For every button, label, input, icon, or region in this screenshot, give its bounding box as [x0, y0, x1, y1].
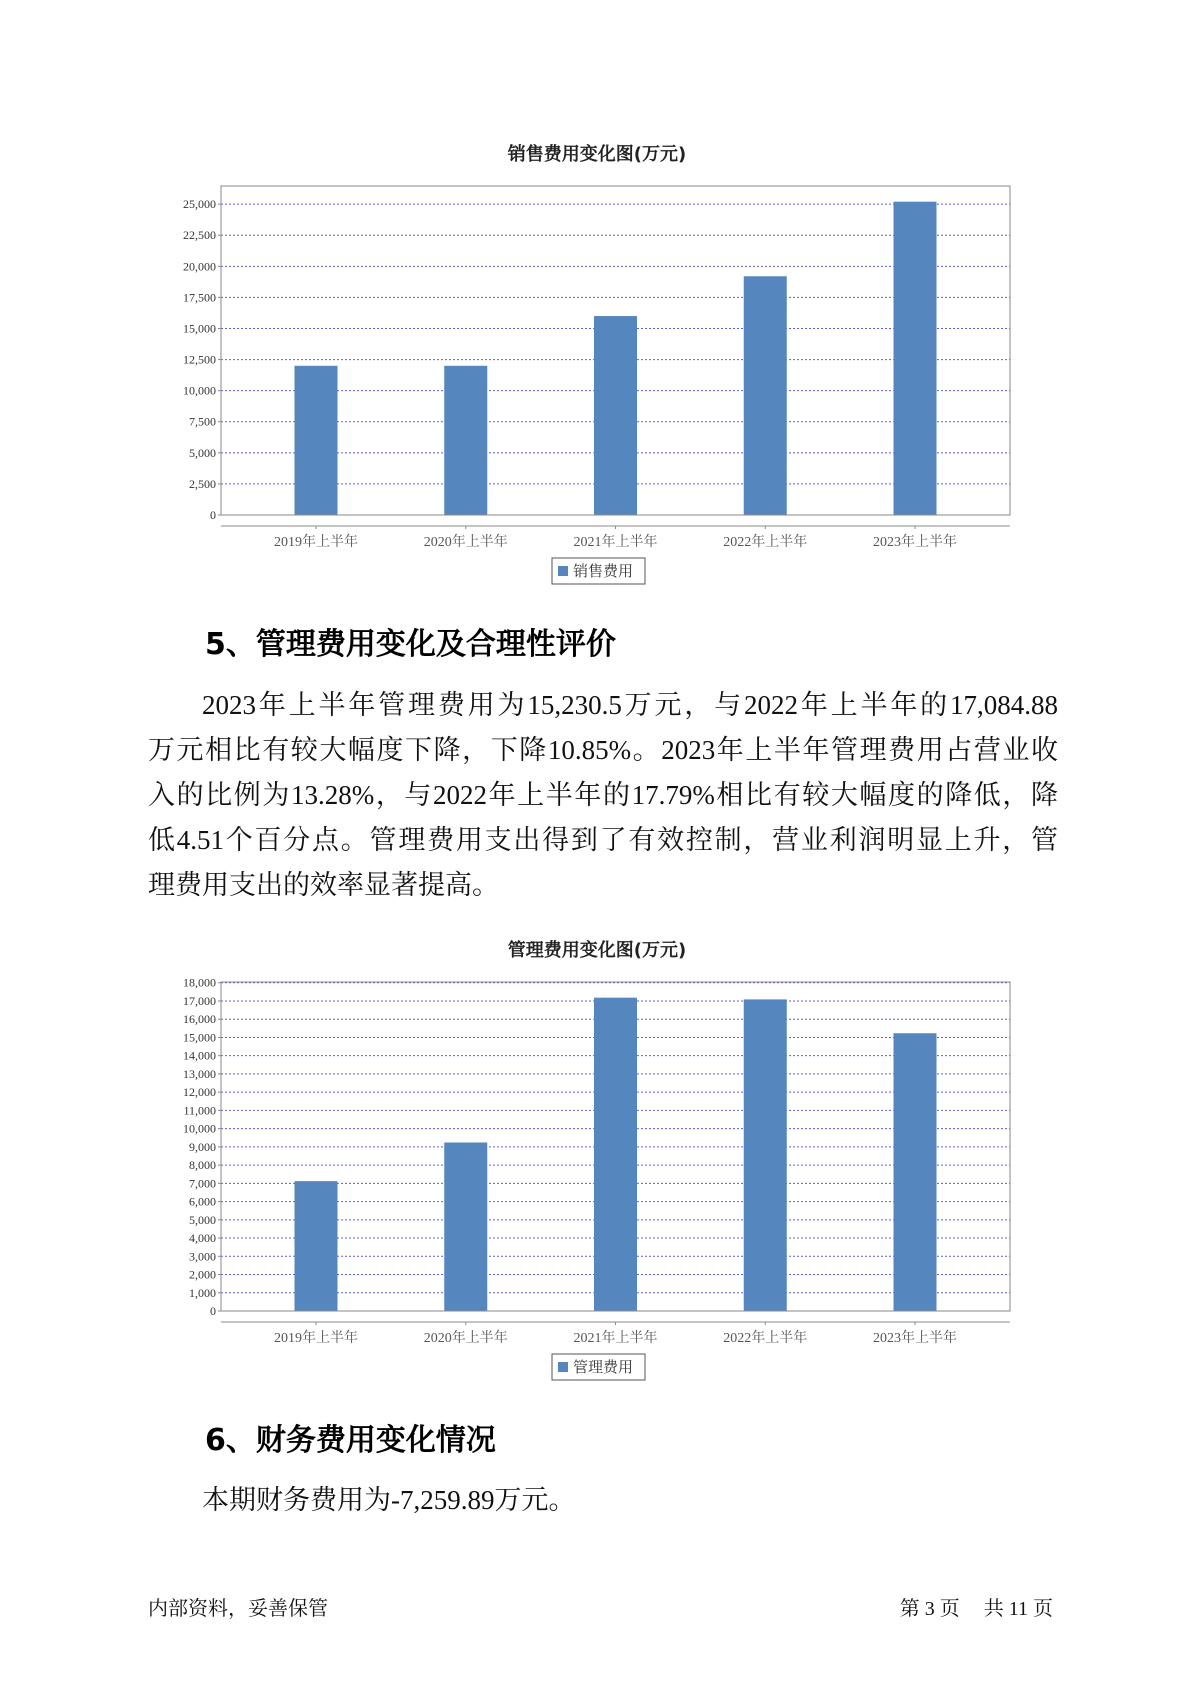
y-tick-label: 0 [210, 1304, 216, 1318]
bar [594, 316, 637, 515]
y-tick-label: 22,500 [183, 228, 216, 243]
y-tick-label: 1,000 [189, 1285, 216, 1300]
bar [744, 999, 787, 1311]
x-tick-label: 2019年上半年 [274, 535, 358, 550]
bar [444, 366, 487, 515]
paragraph-line: 低4.51个百分点。管理费用支出得到了有效控制，营业利润明显上升，管 [148, 825, 1058, 855]
paragraph-line: 理费用支出的效率显著提高。 [148, 870, 499, 900]
legend-label: 销售费用 [573, 564, 634, 580]
y-tick-label: 18,000 [183, 975, 216, 990]
paragraph-line: 万元相比有较大幅度下降，下降10.85%。2023年上半年管理费用占营业收 [148, 735, 1058, 765]
paragraph-line: 本期财务费用为-7,259.89万元。 [202, 1485, 576, 1515]
x-tick-label: 2023年上半年 [873, 535, 957, 550]
footer-page-total: 共 11 页 [983, 1598, 1053, 1620]
paragraph [148, 1478, 1058, 1523]
chart-title: 销售费用变化图(万元) [507, 144, 687, 165]
y-tick-label: 8,000 [189, 1158, 216, 1173]
y-tick-label: 6,000 [189, 1194, 216, 1209]
footer-confidential-note: 内部资料，妥善保管 [148, 1598, 328, 1620]
y-tick-label: 13,000 [183, 1066, 216, 1081]
y-tick-label: 3,000 [189, 1249, 216, 1264]
y-tick-label: 4,000 [189, 1231, 216, 1246]
section-heading: 5、管理费用变化及合理性评价 [205, 627, 616, 662]
footer-page-number: 第 3 页 [899, 1598, 960, 1620]
y-tick-label: 12,500 [183, 352, 216, 367]
y-tick-label: 9,000 [189, 1139, 216, 1154]
bar [594, 998, 637, 1311]
bar [894, 1033, 937, 1311]
y-tick-label: 16,000 [183, 1012, 216, 1027]
bar [444, 1142, 487, 1311]
x-tick-label: 2020年上半年 [423, 1331, 508, 1346]
x-tick-label: 2019年上半年 [274, 1331, 358, 1346]
bar [894, 202, 937, 515]
y-tick-label: 12,000 [183, 1085, 216, 1100]
paragraph-line: 入的比例为13.28%，与2022年上半年的17.79%相比有较大幅度的降低，降 [148, 780, 1058, 810]
x-tick-label: 2023年上半年 [873, 1331, 957, 1346]
y-tick-label: 10,000 [183, 1121, 216, 1136]
x-tick-label: 2021年上半年 [573, 535, 658, 550]
y-tick-label: 7,000 [189, 1176, 216, 1191]
y-tick-label: 17,500 [183, 290, 216, 305]
legend-label: 管理费用 [573, 1360, 634, 1376]
x-tick-label: 2020年上半年 [423, 535, 508, 550]
y-tick-label: 14,000 [183, 1048, 216, 1063]
chart-title: 管理费用变化图(万元) [507, 940, 687, 961]
y-tick-label: 11,000 [183, 1103, 216, 1118]
admin-expense-chart [0, 926, 1191, 1396]
y-tick-label: 2,500 [189, 476, 216, 491]
legend [552, 558, 645, 584]
legend-swatch [558, 566, 568, 576]
legend-swatch [558, 1362, 568, 1372]
y-tick-label: 7,500 [189, 414, 216, 429]
footer-page-info [900, 1596, 1053, 1622]
y-tick-label: 17,000 [183, 993, 216, 1008]
y-tick-label: 15,000 [183, 321, 216, 336]
y-tick-label: 10,000 [183, 383, 216, 398]
sales-expense-chart [0, 130, 1191, 600]
bar [295, 1181, 338, 1311]
y-tick-label: 2,000 [189, 1267, 216, 1282]
y-tick-label: 25,000 [183, 197, 216, 212]
paragraph-line: 2023年上半年管理费用为15,230.5万元，与2022年上半年的17,084.88 [202, 690, 1058, 720]
y-tick-label: 5,000 [189, 445, 216, 460]
paragraph [148, 683, 1058, 908]
section-heading: 6、财务费用变化情况 [205, 1423, 496, 1458]
x-tick-label: 2022年上半年 [723, 1331, 808, 1346]
y-tick-label: 5,000 [189, 1212, 216, 1227]
y-tick-label: 20,000 [183, 259, 216, 274]
legend [552, 1354, 645, 1380]
y-tick-label: 15,000 [183, 1030, 216, 1045]
bar [744, 276, 787, 515]
x-tick-label: 2022年上半年 [723, 535, 808, 550]
bar [295, 366, 338, 515]
x-tick-label: 2021年上半年 [573, 1331, 658, 1346]
y-tick-label: 0 [210, 508, 216, 522]
